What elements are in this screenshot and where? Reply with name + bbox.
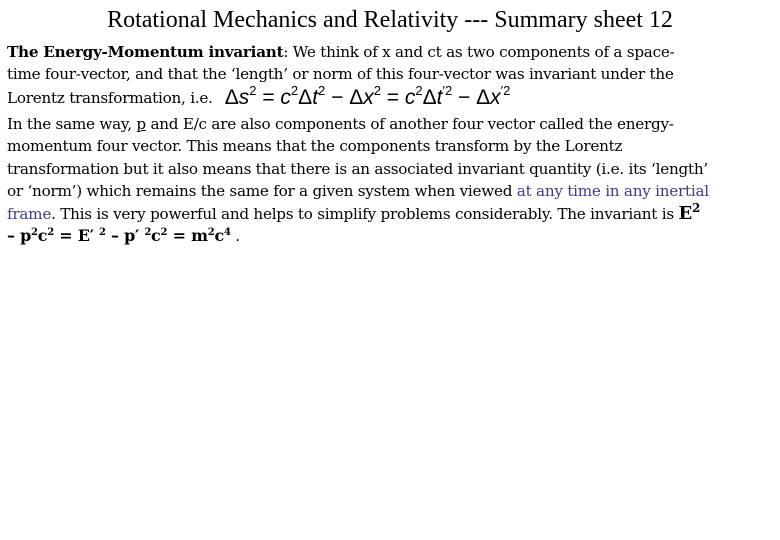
highlighted-phrase-frame: frame xyxy=(7,204,52,223)
paragraph1-line2: time four-vector, and that the ‘length’ or norm of this four-vector was invariant under the xyxy=(7,65,674,84)
spacetime-interval-formula: $\Delta s^2 = c^2\Delta t^2 - \Delta x^2 = c^2\Delta t^{'2} - \Delta x^{'2}$ xyxy=(224,82,511,109)
paragraph1-line1 xyxy=(7,41,777,63)
momentum-vector-symbol: p xyxy=(136,115,146,133)
paragraph2-line3: transformation but it also means that there is an associated invariant quantity (i.e. its ‘length’ xyxy=(7,159,708,178)
paragraph2-line1: In the same way, p and E/c are also components of another four vector called the energy- xyxy=(7,115,674,133)
paragraph1-line3-text: Lorentz transformation, i.e. xyxy=(7,88,213,107)
section-heading: The Energy-Momentum invariant xyxy=(7,43,284,61)
energy-momentum-invariant-paragraph xyxy=(7,41,777,108)
invariant-mass-equation: – $p^2c^2 = E'$ $^2$ – p′ $^2c^2 = m^2c^4$ xyxy=(7,225,231,245)
paragraph1-line3 xyxy=(7,82,777,109)
energy-momentum-four-vector-paragraph xyxy=(7,113,777,247)
paragraph2-line6: – $p^2c^2 = E'$ $^2$ – p′ $^2c^2 = m^2c^4$ . xyxy=(7,225,240,245)
energy-squared-term: $E^2$ xyxy=(678,200,701,224)
page-title: Rotational Mechanics and Relativity --- Summary sheet 12 xyxy=(107,7,673,33)
paragraph2-line4: or ‘norm’) which remains the same for a given system when viewed at any time in any inertial xyxy=(7,182,709,201)
paragraph2-line2: momentum four vector. This means that the components transform by the Lorentz xyxy=(7,137,623,156)
paragraph1-line1-text: : We think of x and ct as two components of a space- xyxy=(283,43,675,61)
paragraph2-line5: frame. This is very powerful and helps to simplify problems considerably. The invariant is $E^2$ xyxy=(7,200,701,224)
highlighted-phrase-any-inertial-frame: at any time in any inertial xyxy=(516,182,709,201)
